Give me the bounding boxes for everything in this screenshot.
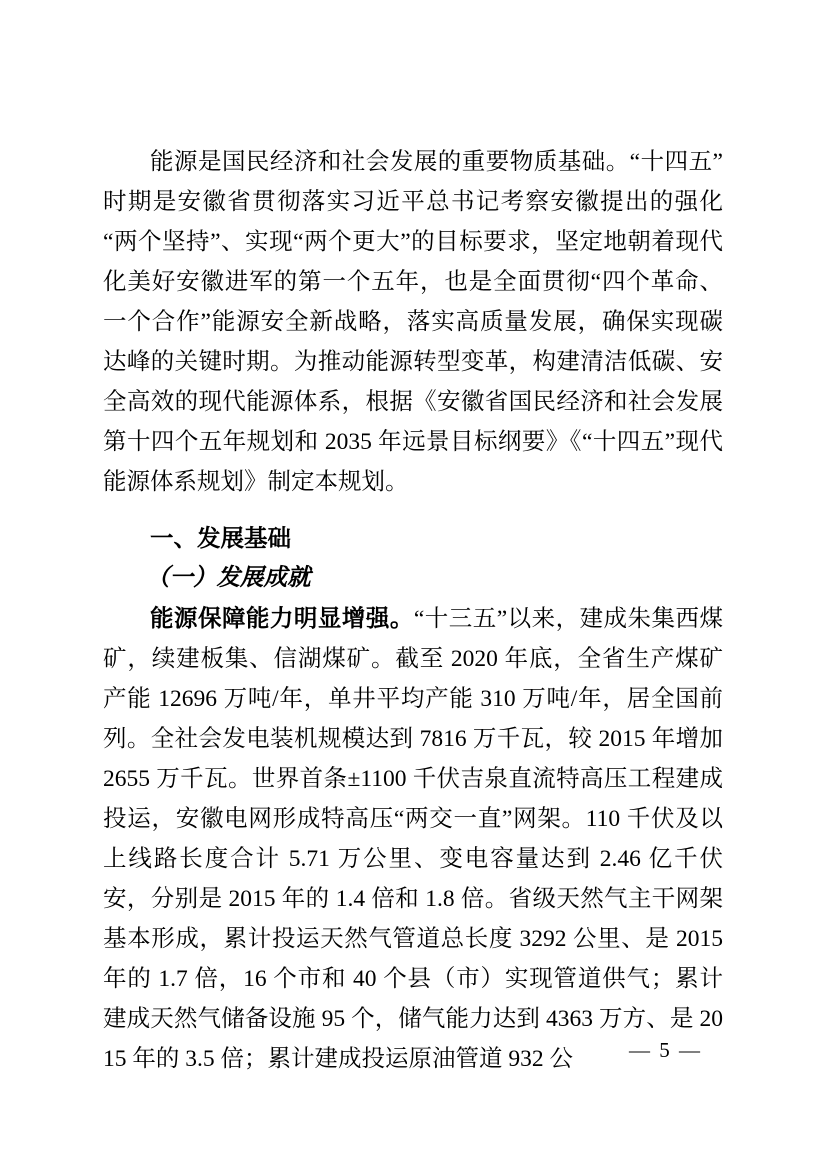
achievements-paragraph (103, 598, 723, 1079)
subsection-heading: （一）发展成就 (146, 565, 311, 591)
page-number: — 5 — (629, 1038, 702, 1062)
intro-paragraph: 能源是国民经济和社会发展的重要物质基础。“十四五”时期是安徽省贯彻落实习近平总书记考察安徽提出的强化“两个坚持”、实现“两个更大”的目标要求，坚定地朝着现代化美好安徽进军的第一个五年，也是全面贯彻“四个革命、一个合作”能源安全新战略，落实高质量发展，确保实现碳达峰的关键时期。为推动能源转型变革，构建清洁低碳、安全高效的现代能源体系，根据《安徽省国民经济和社会发展第十四个五年规划和 2035 年远景目标纲要》《“十四五”现代能源体系规划》制定本规划。 (103, 149, 723, 495)
section-heading: 一、发展基础 (150, 525, 291, 551)
achievements-paragraph-text: “十三五”以来，建成朱集西煤矿，续建板集、信湖煤矿。截至 2020 年底，全省生产煤矿产能 12696 万吨/年，单井平均产能 310 万吨/年，居全国前列。全社会发电装机规模达到 7816 万千瓦，较 2015 年增加 2655 万千瓦。世界首条±1100 千伏吉泉直流特高压工程建成投运，安徽电网形成特高压“两交一直”网架。110 千伏及以上线路长度合计 5.71 万公里、变电容量达到 2.46 亿千伏安，分别是 2015 年的 1.4 倍和 1.8 倍。省级天然气主干网架基本形成，累计投运天然气管道总长度 3292 公里、是 2015 年的 1.7 倍，16 个市和 40 个县（市）实现管道供气；累计建成天然气储备设施 95 个，储气能力达到 4363 万方、是 2015 年的 3.5 倍；累计建成投运原油管道 932 公 (103, 606, 723, 1072)
achievements-paragraph-lead: 能源保障能力明显增强。 (150, 605, 414, 631)
document-body (103, 142, 723, 1079)
